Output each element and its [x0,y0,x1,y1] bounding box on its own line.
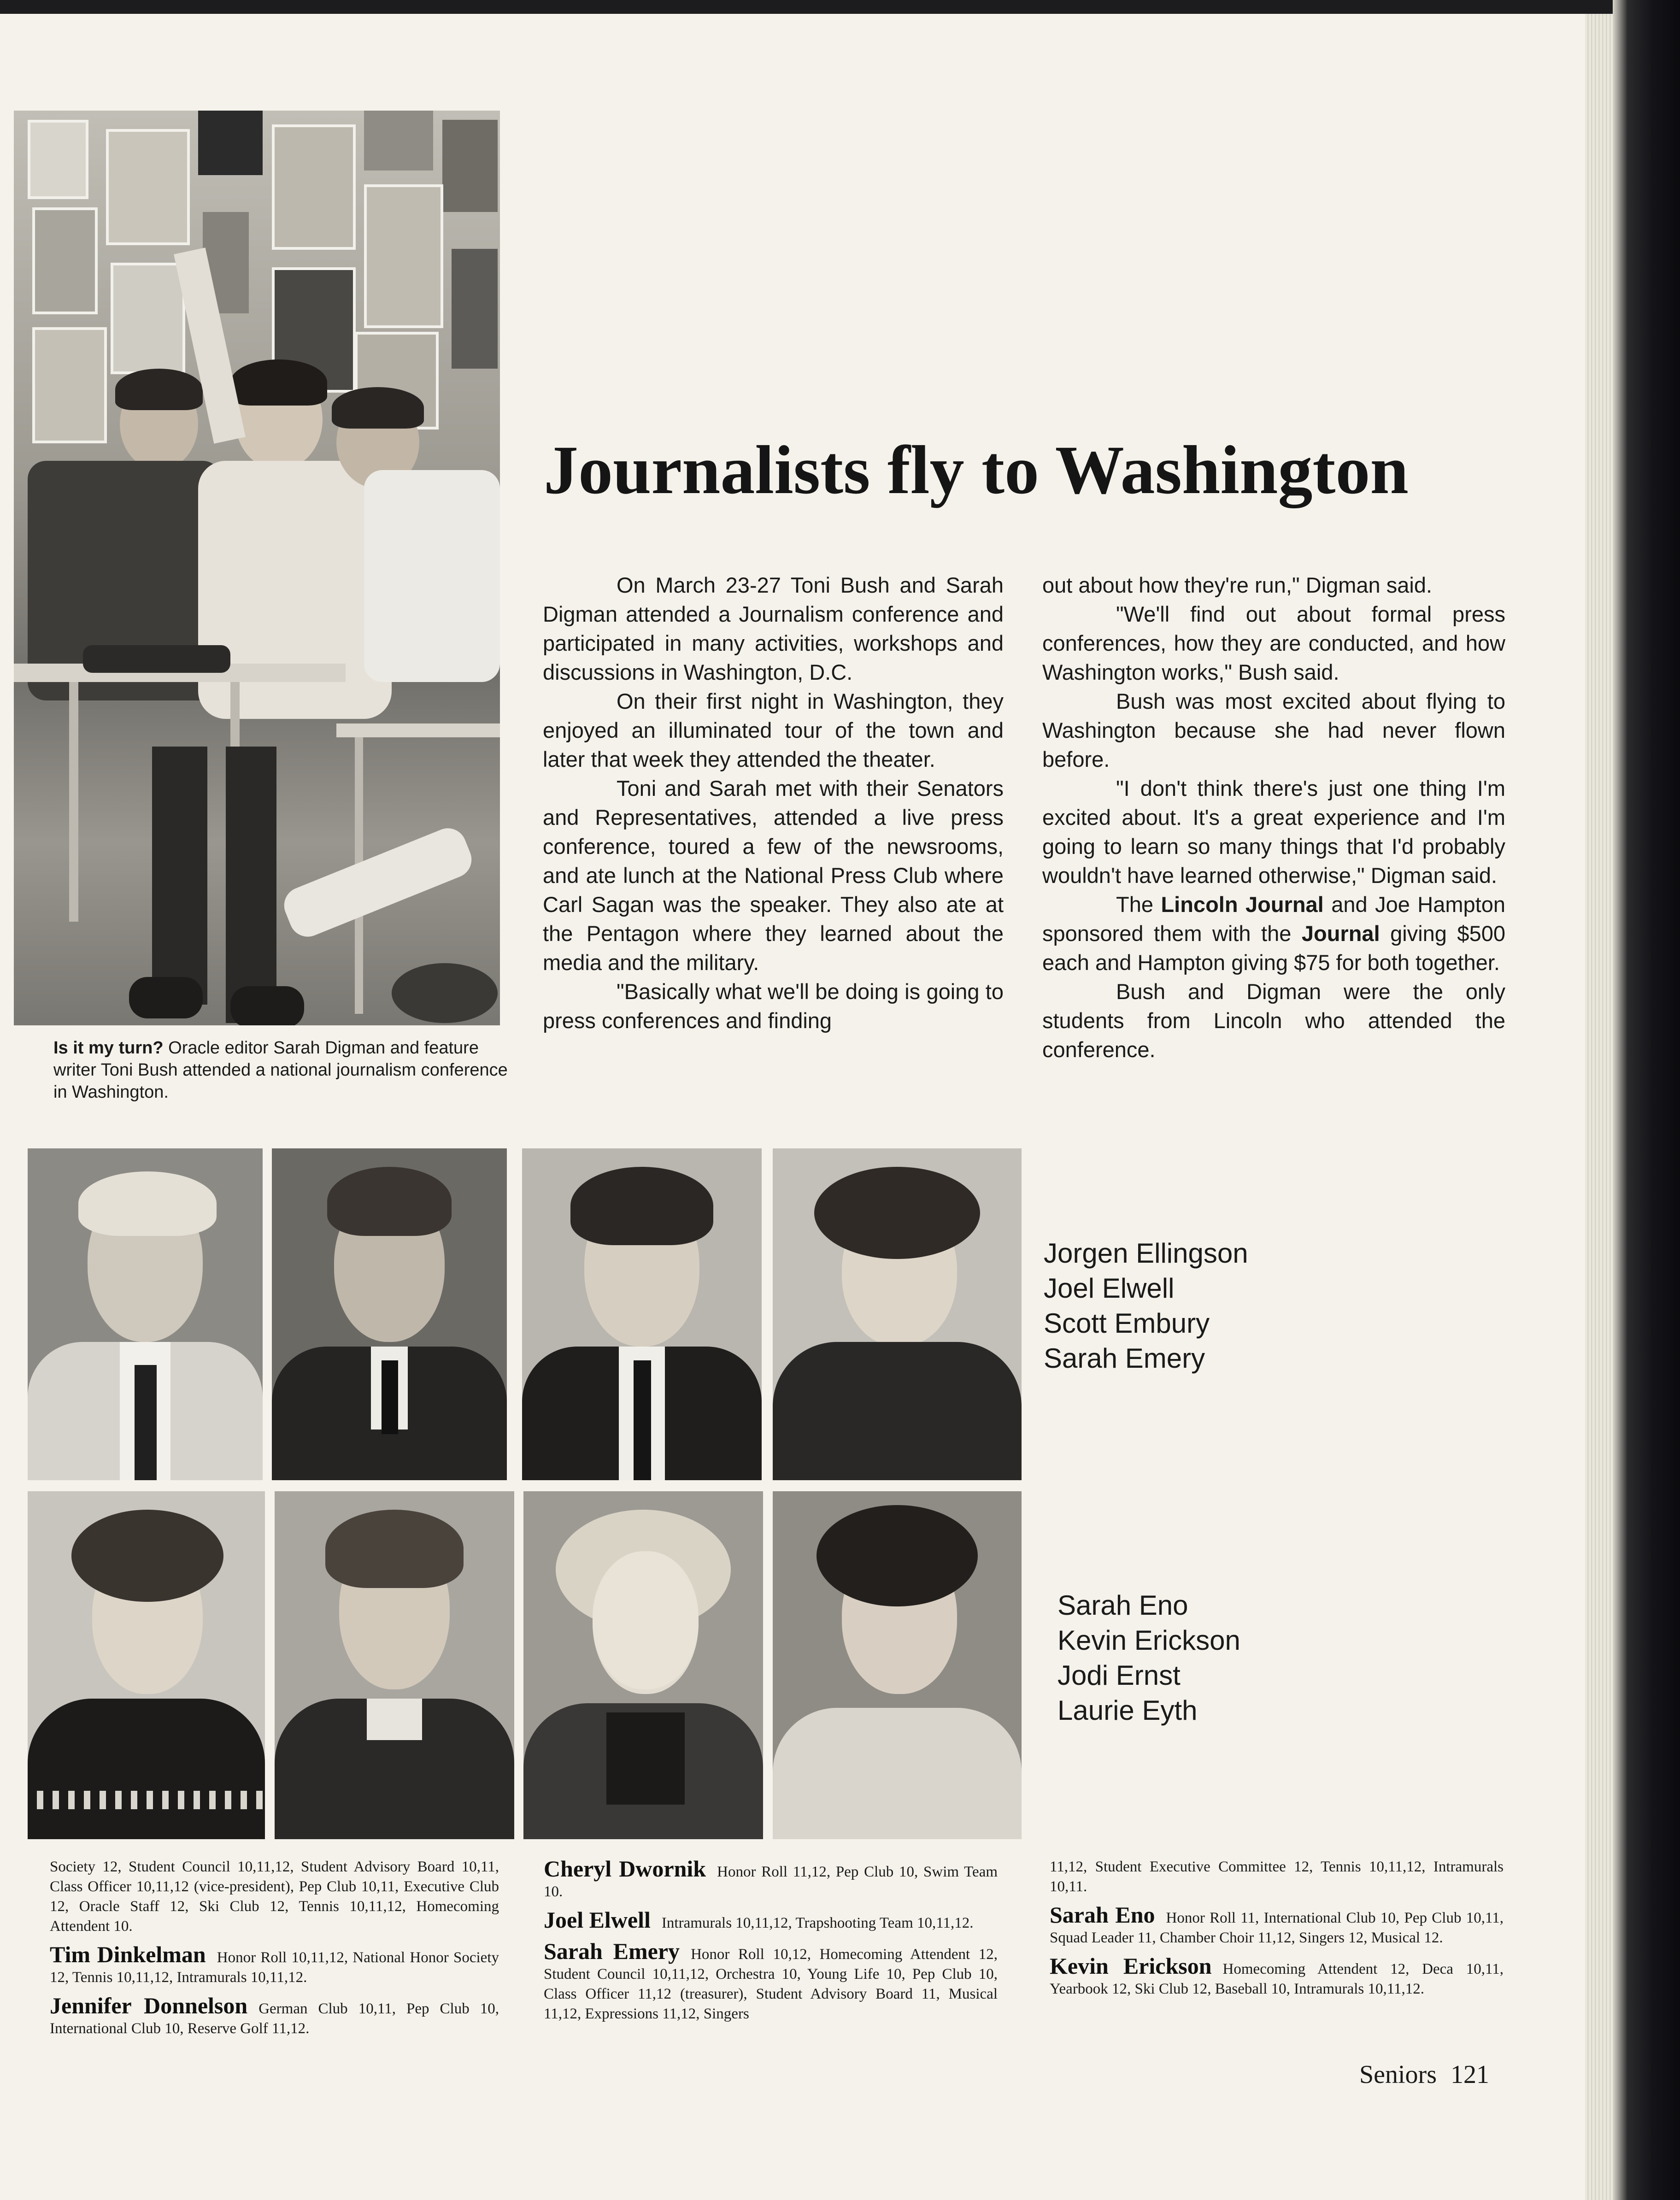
bio-column-3 [1050,1857,1504,2006]
portrait-photo [773,1148,1022,1480]
article-paragraph: Toni and Sarah met with their Senators and Representatives, attended a live press conference, toured a few of the newsrooms, and ate lunch at the National Press Club where Carl Sagan was the speaker. They also ate at the Pentagon where they learned about the media and the military. [543,776,1004,975]
bio-name: Tim Dinkelman [50,1941,206,1967]
student-name: Jorgen Ellingson [1044,1238,1248,1269]
bio-entry [544,1940,998,2024]
book-binding [1613,0,1680,2200]
bio-continued: 11,12, Student Executive Committee 12, Tennis 10,11,12, Intramurals 10,11. [1050,1859,1504,1895]
bio-entry [544,1857,998,1902]
bio-column-1 [50,1857,499,2045]
portrait-names-row-2 [1057,1588,1240,1728]
bio-text: German Club 10,11, Pep Club 10, International Club 10, Reserve Golf 11,12. [50,2000,499,2037]
publication-name: Journal [1301,921,1380,946]
bio-entry [1050,1954,1504,1999]
article-paragraph: On March 23-27 Toni Bush and Sarah Digman attended a Journalism conference and participated in many activities, workshops and discussions in Washington, D.C. [543,573,1004,684]
classroom-photo [14,111,500,1025]
bio-text: Honor Roll 11,12, Pep Club 10, Swim Team 10. [544,1864,998,1900]
article-paragraph: "I don't think there's just one thing I'm excited about. It's a great experience and I'm going to learn so many things that I'd probably wouldn't have learned otherwise," Digman said. [1042,776,1505,888]
article-column-2 [1042,571,1505,1064]
bio-name: Cheryl Dwornik [544,1856,706,1882]
bio-text: Intramurals 10,11,12, Trapshooting Team 10,11,12. [661,1915,974,1931]
section-name: Seniors [1359,2060,1437,2089]
caption-text: Oracle editor Sarah Digman and feature writer Toni Bush attended a national journalism conference in Washington. [53,1038,508,1102]
bio-name: Joel Elwell [544,1907,651,1933]
bio-text: Honor Roll 11, International Club 10, Pep Club 10,11, Squad Leader 11, Chamber Choir 11,12, Singers 12, Musical 12. [1050,1910,1504,1946]
article-column-1 [543,571,1004,1035]
student-name: Sarah Eno [1057,1590,1188,1621]
page-number: 121 [1451,2060,1489,2089]
article-paragraph: On their first night in Washington, they enjoyed an illuminated tour of the town and later that week they attended the theater. [543,689,1004,771]
portrait-photo [272,1148,507,1480]
bio-entry [1050,1903,1504,1948]
student-name: Sarah Emery [1044,1343,1205,1374]
bio-name: Sarah Eno [1050,1902,1155,1928]
article-paragraph: "We'll find out about formal press conferences, how they are conducted, and how Washington works," Bush said. [1042,602,1505,684]
portrait-photo [522,1148,762,1480]
bio-name: Jennifer Donnelson [50,1993,248,2018]
bio-entry [50,1943,499,1988]
bio-text: Honor Roll 10,12, Homecoming Attendent 12, Student Council 10,11,12, Orchestra 10, Young Life 10, Pep Club 10, Class Officer 11,12 (treasurer), Student Advisory Board 11, Musical 11,12, Expressions 11,12, Singers [544,1946,998,2022]
student-name: Jodi Ernst [1057,1660,1181,1691]
article-paragraph: Bush was most excited about flying to Washington because she had never flown before. [1042,689,1505,771]
portrait-photo [523,1491,763,1839]
bio-name: Sarah Emery [544,1938,680,1964]
bio-entry [50,1994,499,2039]
publication-name: Lincoln Journal [1161,892,1324,917]
portrait-photo [28,1491,265,1839]
bio-text: Homecoming Attendent 12, Deca 10,11, Yearbook 12, Ski Club 12, Baseball 10, Intramurals 10,11,12. [1050,1961,1504,1997]
bio-continued: Society 12, Student Council 10,11,12, Student Advisory Board 10,11, Class Officer 10,11,12 (vice-president), Pep Club 10,11, Executive Club 12, Oracle Staff 12, Ski Club 12, Tennis 10,11,12, Homecoming Attendent 10. [50,1859,499,1935]
student-name: Joel Elwell [1044,1273,1175,1304]
portrait-names-row-1 [1044,1236,1248,1376]
caption-lead: Is it my turn? [53,1038,164,1058]
portrait-photo [275,1491,514,1839]
portrait-photo [773,1491,1022,1839]
page-edges [1585,14,1613,2200]
page-folio [1359,2060,1489,2089]
bio-entry [544,1908,998,1933]
article-paragraph: The Lincoln Journal and Joe Hampton sponsored them with the Journal giving $500 each and Hampton giving $75 for both together. [1042,892,1505,975]
bio-column-2 [544,1857,998,2030]
photo-caption [53,1037,514,1103]
student-name: Kevin Erickson [1057,1625,1240,1656]
article-paragraph: "Basically what we'll be doing is going to press conferences and finding [543,979,1004,1033]
portrait-photo [28,1148,263,1480]
student-name: Scott Embury [1044,1308,1210,1339]
article-paragraph: out about how they're run," Digman said. [1042,573,1433,597]
headline: Journalists fly to Washington [544,432,1409,508]
article-paragraph: Bush and Digman were the only students from Lincoln who attended the conference. [1042,979,1505,1062]
bio-text: Honor Roll 10,11,12, National Honor Society 12, Tennis 10,11,12, Intramurals 10,11,12. [50,1949,499,1986]
student-name: Laurie Eyth [1057,1695,1198,1726]
bio-name: Kevin Erickson [1050,1953,1212,1979]
